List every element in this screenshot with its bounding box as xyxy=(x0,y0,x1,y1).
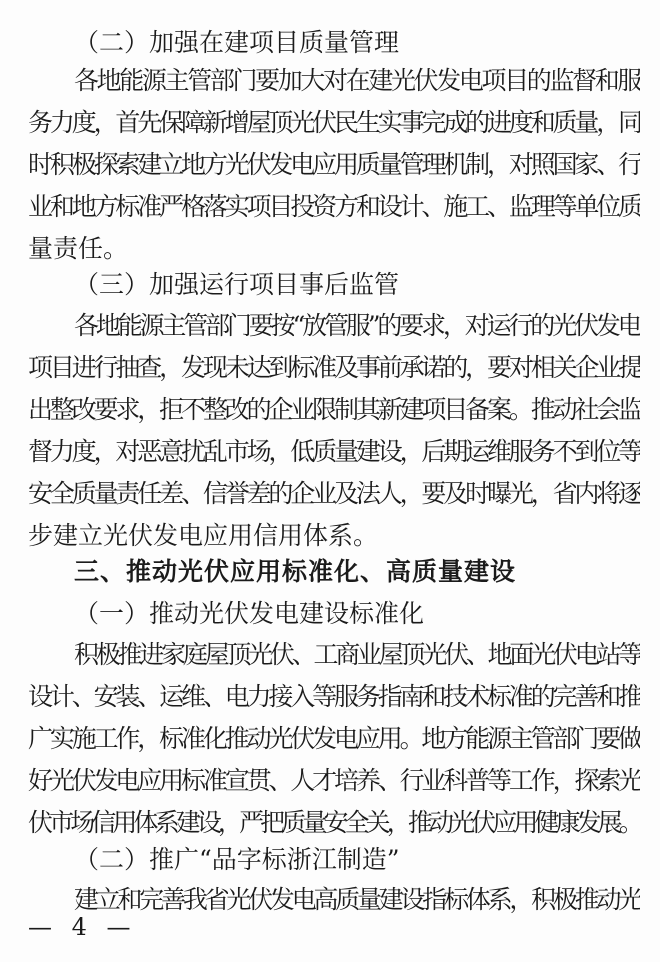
paragraph-line: 建立和完善我省光伏发电高质量建设指标体系，积极推动光 xyxy=(74,885,640,914)
paragraph-line: 出整改要求，拒不整改的企业限制其新建项目备案。推动社会监 xyxy=(28,395,640,424)
paragraph-line: 业和地方标准严格落实项目投资方和设计、施工、监理等单位质 xyxy=(28,192,640,221)
paragraph-line: 各地能源主管部门要加大对在建光伏发电项目的监督和服 xyxy=(74,66,640,95)
subsection-heading-3: （三）加强运行项目事后监管 xyxy=(74,270,400,299)
subsection-heading-2b: （二）推广“品字标浙江制造” xyxy=(74,845,400,874)
section-heading-3: 三、推动光伏应用标准化、高质量建设 xyxy=(74,557,517,586)
paragraph-line: 督力度，对恶意扰乱市场，低质量建设，后期运维服务不到位等 xyxy=(28,437,640,466)
paragraph-line: 好光伏发电应用标准宣贯、人才培养、行业科普等工作，探索光 xyxy=(28,766,640,795)
paragraph-line: 时积极探索建立地方光伏发电应用质量管理机制，对照国家、行 xyxy=(28,150,640,179)
paragraph-line: 广实施工作，标准化推动光伏发电应用。地方能源主管部门要做 xyxy=(28,724,640,753)
paragraph-line: 量责任。 xyxy=(28,234,129,263)
paragraph-line: 设计、安装、运维、电力接入等服务指南和技术标准的完善和推 xyxy=(28,682,640,711)
paragraph-line: 积极推进家庭屋顶光伏、工商业屋顶光伏、地面光伏电站等 xyxy=(74,640,640,669)
subsection-heading-1: （一）推动光伏发电建设标准化 xyxy=(74,599,425,628)
page-number: — 4 — xyxy=(28,913,137,941)
paragraph-line: 安全质量责任差、信誉差的企业及法人，要及时曝光，省内将逐 xyxy=(28,479,640,508)
paragraph-line: 伏市场信用体系建设，严把质量安全关，推动光伏应用健康发展。 xyxy=(28,808,640,837)
paragraph-line: 各地能源主管部门要按“放管服”的要求，对运行的光伏发电 xyxy=(74,311,640,340)
subsection-heading-2: （二）加强在建项目质量管理 xyxy=(74,28,400,57)
paragraph-line: 务力度，首先保障新增屋顶光伏民生实事完成的进度和质量，同 xyxy=(28,108,640,137)
paragraph-line: 步建立光伏发电应用信用体系。 xyxy=(28,521,379,550)
paragraph-line: 项目进行抽查，发现未达到标准及事前承诺的，要对相关企业提 xyxy=(28,353,640,382)
